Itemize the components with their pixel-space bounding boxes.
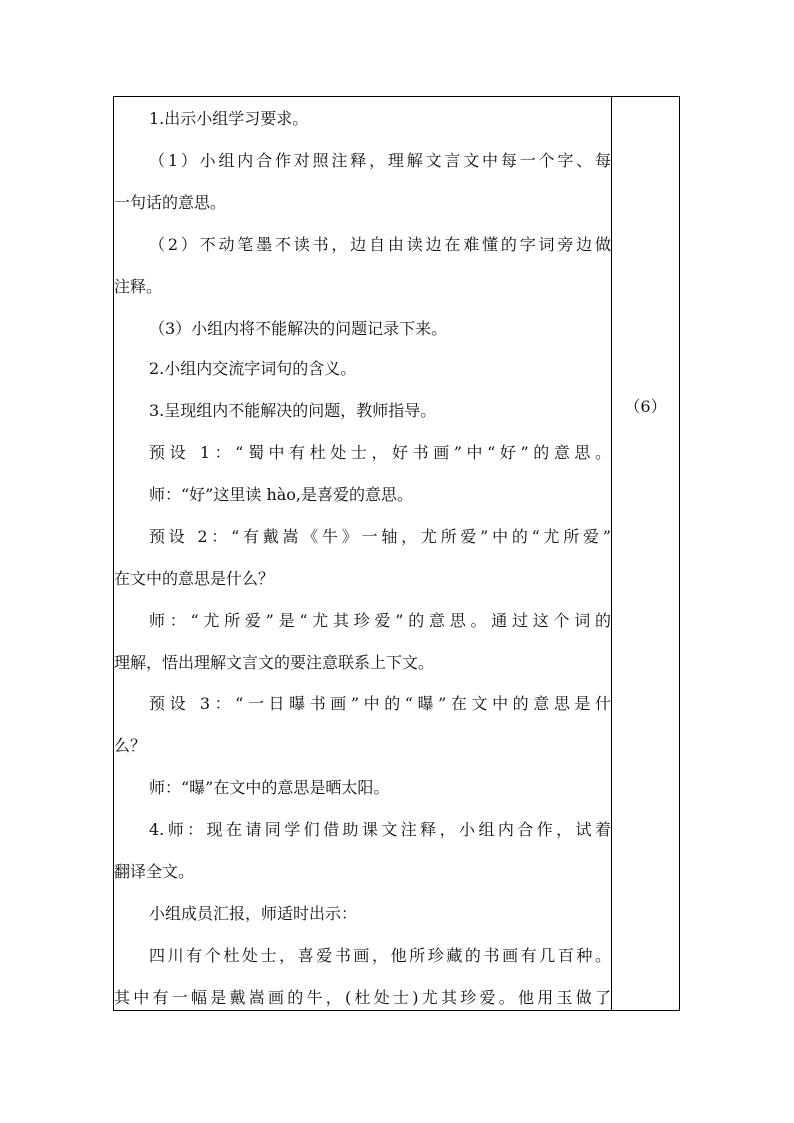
text-line: 注释。 (114, 277, 163, 296)
text-line: 1.出示小组学习要求。 (149, 109, 309, 128)
text-line: 一句话的意思。 (114, 193, 227, 212)
side-note: （6） (624, 397, 667, 416)
text-line: （2）不动笔墨不读书，边自由读边在难懂的字词旁边做 (149, 235, 611, 254)
text-line: 预设 2：“有戴嵩《牛》一轴，尤所爱”中的“尤所爱” (149, 527, 611, 546)
text-line: 3.呈现组内不能解决的问题，教师指导。 (149, 401, 437, 420)
text-line: 四川有个杜处士，喜爱书画，他所珍藏的书画有几百种。 (149, 946, 611, 965)
text-line: （1）小组内合作对照注释，理解文言文中每一个字、每 (149, 151, 611, 170)
text-line: 翻译全文。 (114, 862, 195, 881)
text-line: 预设 1：“蜀中有杜处士，好书画”中“好”的意思。 (149, 443, 611, 462)
text-line: 师：“曝”在文中的意思是晒太阳。 (149, 778, 390, 797)
text-line: 其中有一幅是戴嵩画的牛，(杜处士)尤其珍爱。他用玉做了 (114, 988, 611, 1007)
text-line: 师：“尤所爱”是“尤其珍爱”的意思。通过这个词的 (149, 611, 611, 630)
text-line: 么？ (114, 736, 147, 755)
text-line: 预设 3：“一日曝书画”中的“曝”在文中的意思是什 (149, 694, 611, 713)
content-cell (114, 97, 611, 1010)
text-line: 师：“好”这里读 hào,是喜爱的意思。 (149, 485, 414, 504)
text-line: 在文中的意思是什么？ (114, 569, 275, 588)
text-line: 2.小组内交流字词句的含义。 (149, 359, 357, 378)
text-line: 4.师：现在请同学们借助课文注释，小组内合作，试着 (149, 820, 611, 839)
text-line: 小组成员汇报，师适时出示： (149, 904, 358, 923)
text-line: （3）小组内将不能解决的问题记录下来。 (149, 319, 448, 338)
text-line: 理解，悟出理解文言文的要注意联系上下文。 (114, 653, 435, 672)
side-cell (612, 97, 679, 1010)
lesson-table (113, 96, 680, 1011)
